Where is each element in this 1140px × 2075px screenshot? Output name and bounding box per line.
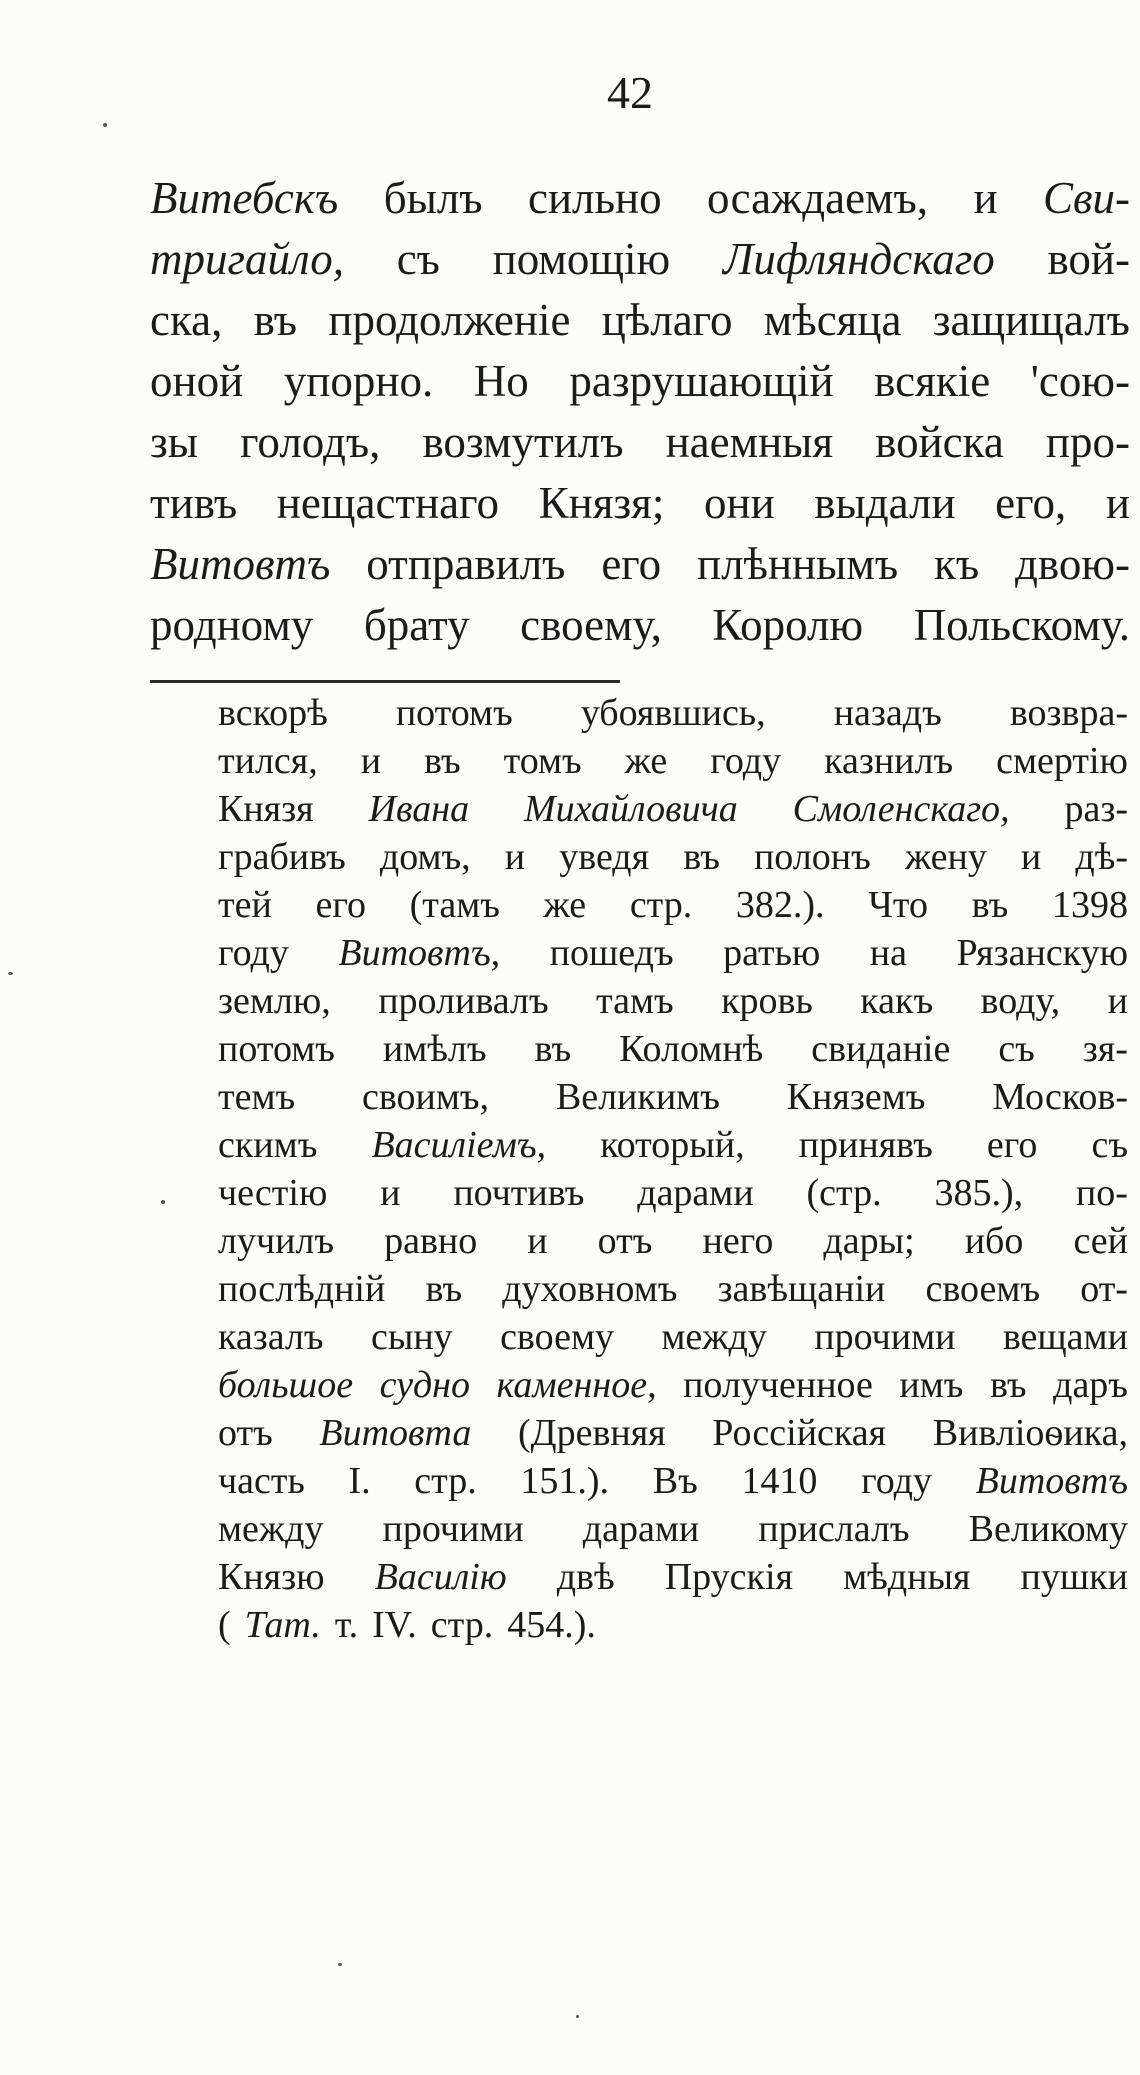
text-word: тей <box>218 884 272 926</box>
text-word: Прускія <box>664 1556 794 1598</box>
text-word: Тат. <box>244 1604 321 1646</box>
text-word: осаждаемъ, <box>707 173 929 223</box>
text-word: въ <box>425 1268 463 1310</box>
footnote-separator-rule <box>150 680 620 683</box>
text-word: вскорѣ <box>218 692 328 734</box>
text-word: Князя <box>218 788 314 830</box>
text-word: Въ <box>652 1460 698 1502</box>
text-word: отправилъ <box>366 539 566 589</box>
text-word: полученное <box>683 1364 873 1406</box>
text-word: полонъ <box>753 836 871 878</box>
text-word: казалъ <box>218 1316 324 1358</box>
footnote-line <box>218 1073 1128 1121</box>
text-word: IV. <box>372 1604 417 1646</box>
text-word: ( <box>218 1604 231 1646</box>
text-word: Вивліоѳика, <box>932 1412 1128 1454</box>
text-word: Москов- <box>992 1076 1128 1118</box>
print-speck <box>338 1963 342 1966</box>
text-word: вещами <box>1002 1316 1128 1358</box>
text-word: возмутилъ <box>422 417 624 467</box>
text-word: который, <box>600 1124 745 1166</box>
text-word: вой- <box>1047 234 1130 284</box>
main-text-line <box>150 351 1130 412</box>
text-word: съ <box>998 1028 1035 1070</box>
text-word: 454.). <box>507 1604 596 1646</box>
text-word: равно <box>384 1220 478 1262</box>
text-word: Сви- <box>1042 173 1130 223</box>
text-word: защищалъ <box>932 295 1130 345</box>
text-word: своему, <box>520 600 662 650</box>
footnote-line <box>218 1217 1128 1265</box>
text-word: они <box>703 478 775 528</box>
footnote-line <box>218 833 1128 881</box>
text-word: его <box>986 1124 1038 1166</box>
text-word: свиданіе <box>811 1028 951 1070</box>
text-word: двою- <box>1015 539 1130 589</box>
main-text-line <box>150 290 1130 351</box>
text-word: двѣ <box>556 1556 615 1598</box>
text-word: пушки <box>1020 1556 1128 1598</box>
text-word: Витебскъ <box>150 173 339 223</box>
text-word: Великому <box>968 1508 1128 1550</box>
text-word: 382.). <box>735 884 825 926</box>
text-word: тивъ <box>150 478 238 528</box>
page-number: 42 <box>607 67 653 118</box>
footnote-line <box>218 1601 1128 1649</box>
text-word: прислалъ <box>758 1508 910 1550</box>
footnote-line <box>218 689 1128 737</box>
text-word: проливалъ <box>378 980 549 1022</box>
text-word: году <box>218 932 289 974</box>
text-word: Королю <box>712 600 864 650</box>
text-word: Витовтъ <box>150 539 331 589</box>
text-word: Василію <box>374 1556 507 1598</box>
text-word: къ <box>934 539 980 589</box>
text-word: своему <box>500 1316 614 1358</box>
text-word: имѣлъ <box>382 1028 487 1070</box>
text-word: (тамъ <box>409 884 500 926</box>
text-word: же <box>624 740 668 782</box>
text-word: Витовта <box>319 1412 472 1454</box>
main-text-line <box>150 229 1130 290</box>
text-word: и <box>504 836 526 878</box>
footnote-line <box>218 737 1128 785</box>
text-word: году <box>861 1460 932 1502</box>
text-word: I. <box>348 1460 371 1502</box>
text-word: тригайло, <box>150 234 344 284</box>
text-word: и <box>1105 478 1130 528</box>
text-word: пошедъ <box>549 932 674 974</box>
text-word: Княземъ <box>786 1076 926 1118</box>
text-word: мѣсяца <box>763 295 902 345</box>
footnote-line <box>218 1553 1128 1601</box>
text-word: томъ <box>503 740 582 782</box>
main-text-block <box>150 168 1130 656</box>
text-word: Польскому. <box>913 600 1130 650</box>
text-word: нещастнаго <box>276 478 499 528</box>
text-word: его, <box>995 478 1067 528</box>
footnote-line <box>218 785 1128 833</box>
text-word: голодъ, <box>240 417 381 467</box>
text-word: (стр. <box>806 1172 882 1214</box>
text-word: Что <box>868 884 928 926</box>
text-word: мѣдныя <box>843 1556 971 1598</box>
text-word: зя- <box>1082 1028 1128 1070</box>
text-word: между <box>218 1508 324 1550</box>
text-word: какъ <box>860 980 934 1022</box>
footnote-line <box>218 1409 1128 1457</box>
text-word: всякіе <box>874 356 991 406</box>
text-word: дары; <box>823 1220 915 1262</box>
text-word: жену <box>904 836 987 878</box>
text-word: и <box>1107 980 1128 1022</box>
text-word: т. <box>334 1604 359 1646</box>
text-word: Ивана <box>368 788 470 830</box>
text-word: брату <box>363 600 470 650</box>
text-word: и <box>527 1220 548 1262</box>
text-word: Рязанскую <box>956 932 1128 974</box>
text-word: ибо <box>964 1220 1024 1262</box>
text-word: Лифляндскаго <box>722 234 995 284</box>
text-word: почтивъ <box>453 1172 585 1214</box>
text-word: Коломнѣ <box>619 1028 764 1070</box>
text-word: прочими <box>814 1316 956 1358</box>
text-word: (Древняя <box>518 1412 666 1454</box>
text-word: духовномъ <box>502 1268 678 1310</box>
text-word: на <box>869 932 907 974</box>
text-word: назадъ <box>833 692 942 734</box>
text-word: Смоленскаго, <box>792 788 1010 830</box>
text-word: выдали <box>814 478 956 528</box>
text-word: 151.). <box>520 1460 610 1502</box>
text-word: дарами <box>582 1508 700 1550</box>
text-word: домъ, <box>379 836 471 878</box>
main-text-line <box>150 412 1130 473</box>
text-word: помощію <box>492 234 671 284</box>
footnote-line <box>218 1121 1128 1169</box>
footnote-line <box>218 1025 1128 1073</box>
footnote-line <box>218 1265 1128 1313</box>
text-word: въ <box>534 1028 572 1070</box>
text-word: скимъ <box>218 1124 318 1166</box>
text-word: Но <box>473 356 529 406</box>
text-word: казнилъ <box>824 740 954 782</box>
footnote-text-block <box>218 689 1128 1649</box>
text-word: большое <box>218 1364 354 1406</box>
text-word: году <box>710 740 782 782</box>
text-word: дѣ- <box>1075 836 1128 878</box>
text-word: Великимъ <box>555 1076 720 1118</box>
text-word: въ <box>989 1364 1027 1406</box>
text-word: зы <box>150 417 199 467</box>
text-word: завѣщаніи <box>717 1268 886 1310</box>
text-word: от- <box>1080 1268 1128 1310</box>
text-word: грабивъ <box>218 836 346 878</box>
text-word: часть <box>218 1460 305 1502</box>
text-word: сильно <box>527 173 662 223</box>
text-word: ска, <box>150 295 223 345</box>
text-word: 1398 <box>1051 884 1128 926</box>
text-word: даръ <box>1053 1364 1128 1406</box>
text-word: имъ <box>899 1364 964 1406</box>
text-word: судно <box>379 1364 471 1406</box>
text-word: Россійская <box>712 1412 887 1454</box>
text-word: Витовтъ, <box>338 932 501 974</box>
main-text-line <box>150 595 1130 656</box>
text-word: дарами <box>637 1172 754 1214</box>
main-text-line <box>150 473 1130 534</box>
text-word: по- <box>1075 1172 1128 1214</box>
text-word: возвра- <box>1009 692 1128 734</box>
text-word: стр. <box>430 1604 494 1646</box>
text-word: съ <box>1091 1124 1128 1166</box>
text-word: тамъ <box>596 980 674 1022</box>
text-word: Витовтъ <box>975 1460 1128 1502</box>
text-word: наемныя <box>665 417 834 467</box>
footnote-line <box>218 1457 1128 1505</box>
footnote-line <box>218 1505 1128 1553</box>
text-word: сей <box>1073 1220 1128 1262</box>
text-word: разрушающій <box>569 356 834 406</box>
print-speck <box>8 972 13 975</box>
footnote-line <box>218 1361 1128 1409</box>
text-word: 1410 <box>741 1460 818 1502</box>
text-word: ратью <box>723 932 821 974</box>
text-word: его <box>601 539 662 589</box>
footnote-line <box>218 1169 1128 1217</box>
text-word: смертію <box>996 740 1128 782</box>
text-word: родному <box>150 600 314 650</box>
footnote-line <box>218 929 1128 977</box>
text-word: 'сою- <box>1030 356 1130 406</box>
text-word: и <box>380 1172 401 1214</box>
text-word: цѣлаго <box>601 295 733 345</box>
text-word: принявъ <box>798 1124 933 1166</box>
text-word: раз- <box>1064 788 1128 830</box>
text-word: въ <box>683 836 720 878</box>
text-word: оной <box>150 356 244 406</box>
print-speck <box>576 2015 579 2018</box>
footnote-line <box>218 881 1128 929</box>
text-word: честію <box>218 1172 328 1214</box>
text-word: него <box>702 1220 774 1262</box>
text-word: продолженіе <box>328 295 571 345</box>
text-word: и <box>1020 836 1042 878</box>
text-word: послѣдній <box>218 1268 386 1310</box>
text-word: отъ <box>597 1220 653 1262</box>
text-word: и <box>973 173 998 223</box>
text-word: съ <box>396 234 440 284</box>
text-word: каменное, <box>496 1364 657 1406</box>
text-word: землю, <box>218 980 331 1022</box>
text-word: Князя; <box>538 478 665 528</box>
text-word: стр. <box>414 1460 477 1502</box>
text-word: плѣннымъ <box>697 539 899 589</box>
text-word: отъ <box>218 1412 273 1454</box>
text-word: лучилъ <box>218 1220 335 1262</box>
text-word: уведя <box>559 836 650 878</box>
text-word: былъ <box>383 173 483 223</box>
text-word: убоявшись, <box>580 692 766 734</box>
text-word: въ <box>424 740 461 782</box>
main-text-line <box>150 168 1130 229</box>
text-word: прочими <box>382 1508 524 1550</box>
text-word: Князю <box>218 1556 325 1598</box>
text-word: Василіемъ, <box>371 1124 547 1166</box>
footnote-line <box>218 1313 1128 1361</box>
text-word: стр. <box>629 884 693 926</box>
text-word: между <box>661 1316 767 1358</box>
text-word: темъ <box>218 1076 296 1118</box>
text-word: въ <box>253 295 298 345</box>
text-word: сыну <box>370 1316 453 1358</box>
print-speck <box>103 123 107 127</box>
print-speck <box>161 1200 165 1204</box>
text-word: 385.), <box>934 1172 1024 1214</box>
text-word: его <box>315 884 366 926</box>
text-word: упорно. <box>283 356 434 406</box>
text-word: кровь <box>721 980 813 1022</box>
main-text-line <box>150 534 1130 595</box>
text-word: своимъ, <box>361 1076 490 1118</box>
text-word: потомъ <box>395 692 513 734</box>
text-word: потомъ <box>218 1028 335 1070</box>
text-word: же <box>543 884 587 926</box>
text-word: Михайловича <box>524 788 738 830</box>
footnote-line <box>218 977 1128 1025</box>
text-word: тился, <box>218 740 318 782</box>
text-word: и <box>360 740 382 782</box>
text-word: въ <box>971 884 1009 926</box>
text-word: про- <box>1045 417 1130 467</box>
text-word: войска <box>875 417 1004 467</box>
text-word: воду, <box>980 980 1061 1022</box>
text-word: своемъ <box>925 1268 1041 1310</box>
